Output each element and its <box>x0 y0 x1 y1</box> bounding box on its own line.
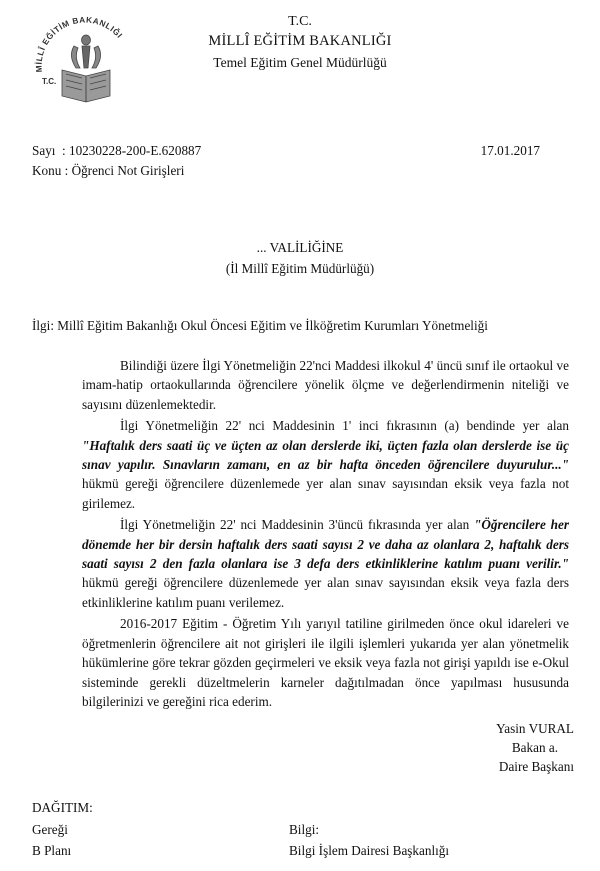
letter-body <box>82 356 569 713</box>
recipient-title: ... VALİLİĞİNE <box>256 240 344 255</box>
signer-title: Daire Başkanı <box>498 759 574 774</box>
paragraph-1: Bilindiği üzere İlgi Yönetmeliğin 22'nci Maddesi ilkokul 4' üncü sınıf ile ortaokul ve imam-hatip ortaokullarında öğrencilere yönelik ölçme ve değerlendirmenin niteliği ve sayısını düzenlemektedir. <box>82 358 569 412</box>
logo-arc-text: MİLLÎ EĞİTİM BAKANLIĞI <box>34 15 125 73</box>
paragraph-3-outro: hükmü gereği öğrencilere düzenlemede yer alan sınav sayısından eksik veya fazla ders etkinliklerine katılım puanı verilemez. <box>82 575 569 610</box>
document-date: 17.01.2017 <box>480 143 540 158</box>
distribution-title: DAĞITIM: <box>32 800 93 815</box>
document-subject: Konu : Öğrenci Not Girişleri <box>32 163 185 178</box>
paragraph-3-intro: İlgi Yönetmeliğin 22' nci Maddesinin 3'üncü fıkrasında yer alan <box>120 517 475 533</box>
signer-role: Bakan a. <box>511 740 558 755</box>
signature-block <box>460 719 600 776</box>
paragraph-3-quote: "Öğrencilere her dönemde her bir dersin haftalık ders saati sayısı 2 ve daha az olanlara 2, haftalık ders saati sayısı 2 den fazla olanlara ise 3 defa ders etkinliklerine katılım puanı verilir." <box>82 517 569 572</box>
header-ministry: MİLLÎ EĞİTİM BAKANLIĞI <box>208 33 392 49</box>
recipient-subtitle: (İl Millî Eğitim Müdürlüğü) <box>225 261 375 276</box>
paragraph-3 <box>82 515 569 612</box>
paragraph-2-quote: "Haftalık ders saati üç ve üçten az olan derslerde iki, üçten fazla olan derslerde ise üç sınav yapılır. Sınavların zamanı, en az bir hafta önceden öğrencilere duyurulur..." <box>82 437 569 473</box>
logo-initials: T.C. <box>42 77 57 86</box>
document-number: Sayı : 10230228-200-E.620887 <box>32 143 202 158</box>
reference-line: İlgi: Millî Eğitim Bakanlığı Okul Öncesi Eğitim ve İlköğretim Kurumları Yönetmeliği <box>32 318 488 333</box>
header-tc: T.C. <box>288 14 312 29</box>
paragraph-4: 2016-2017 Eğitim - Öğretim Yılı yarıyıl tatiline girilmeden önce okul idareleri ve öğretmenlerin öğrencilere ait not girişleri ile ilgili işlemleri yukarıda yer alan yönetmelik hükümlerine göre tekrar gözden geçirmeleri ve eksik veya fazla not girişi yapıldı ise e-Okul sisteminde gerekli düzeltmelerin karneler dağıtılmadan önce yapılması hususunda bilgilerinizi ve gereğini rica ederim. <box>82 616 569 709</box>
distribution-action-label: Gereği <box>32 822 68 837</box>
distribution-info-label: Bilgi: <box>289 822 320 837</box>
header-department: Temel Eğitim Genel Müdürlüğü <box>213 55 387 70</box>
paragraph-2 <box>82 416 569 513</box>
paragraph-2-outro: hükmü gereği öğrencilere düzenlemede yer alan sınav sayısından eksik veya fazla not girilemez. <box>82 476 569 511</box>
distribution-action-item: B Planı <box>32 843 72 858</box>
signer-name: Yasin VURAL <box>496 721 574 736</box>
distribution-info-item: Bilgi İşlem Dairesi Başkanlığı <box>289 843 450 858</box>
paragraph-2-intro: İlgi Yönetmeliğin 22' nci Maddesinin 1' inci fıkrasının (a) bendinde yer alan <box>120 418 569 434</box>
